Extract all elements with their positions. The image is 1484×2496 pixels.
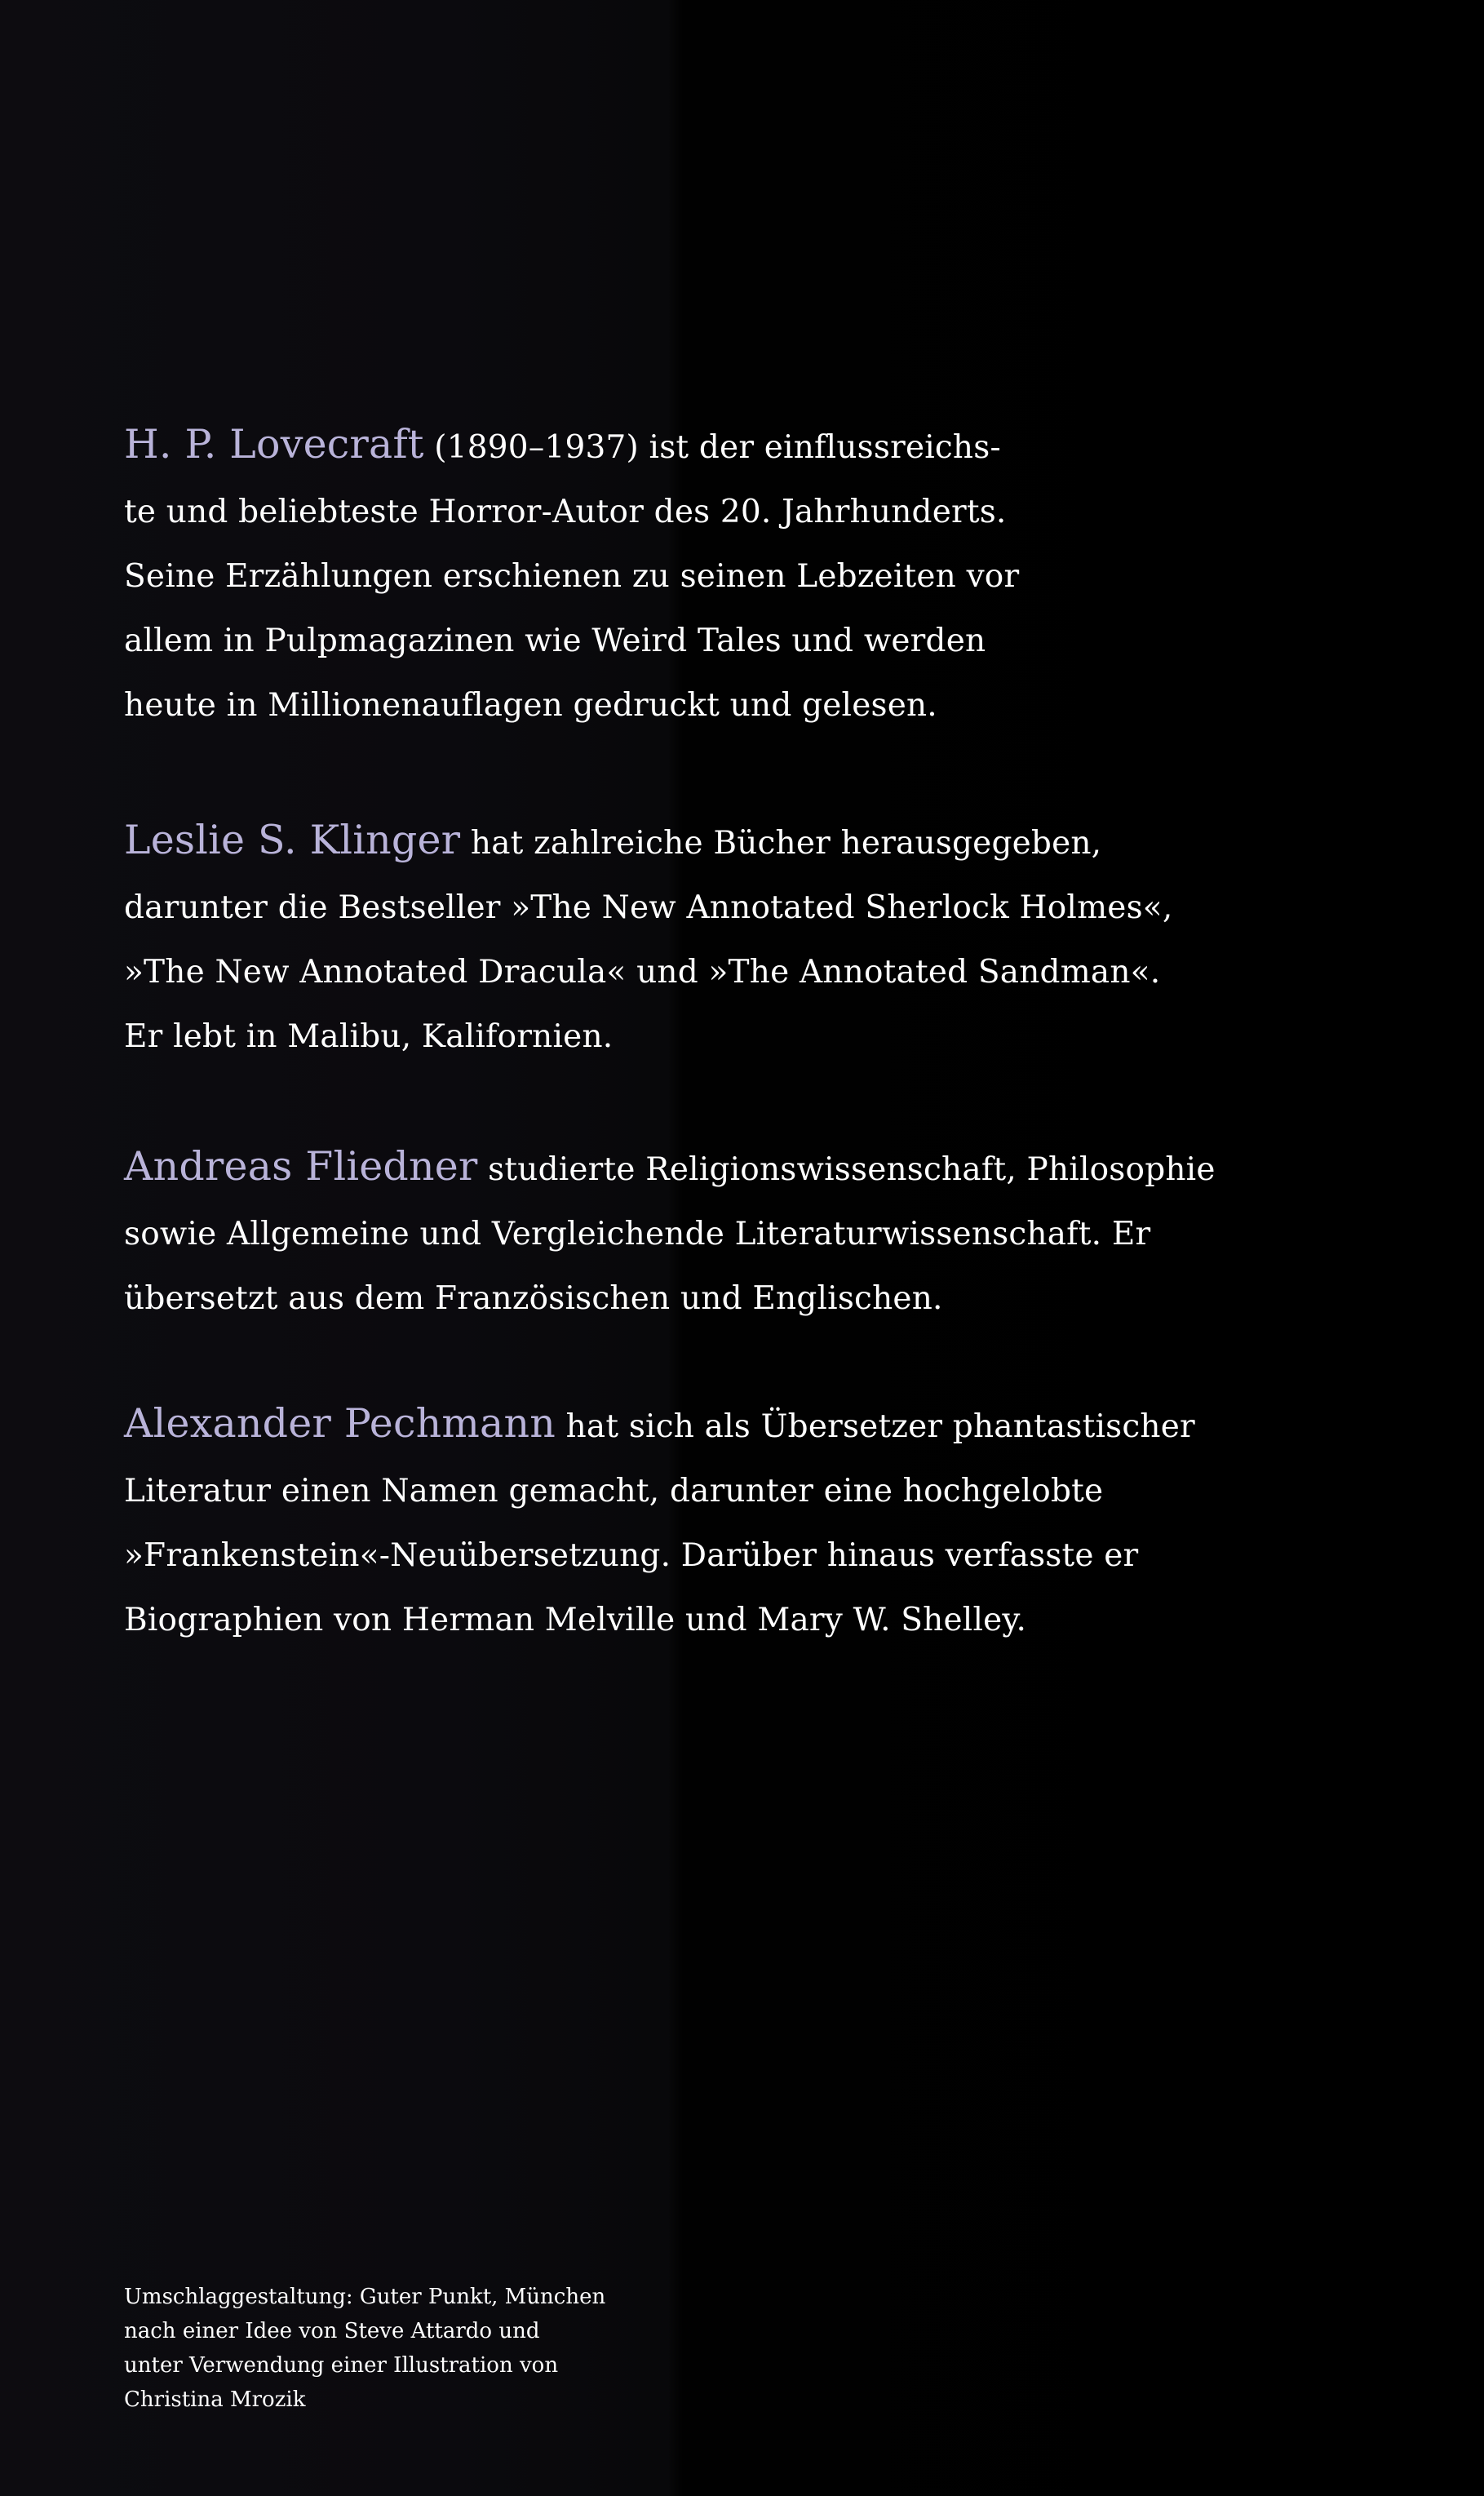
- bio-line: [124, 1134, 1216, 1202]
- bio-klinger: [124, 808, 1209, 1069]
- credit-line: Umschlaggestaltung: Guter Punkt, München: [124, 2285, 606, 2309]
- bio-line: darunter die Bestseller »The New Annotated Sherlock Holmes«,: [124, 889, 1173, 926]
- bio-line: sowie Allgemeine und Vergleichende Literaturwissenschaft. Er: [124, 1216, 1151, 1252]
- translator-name: Alexander Pechmann: [124, 1400, 556, 1447]
- bio-text: studierte Religionswissenschaft, Philosophie: [477, 1151, 1216, 1188]
- bio-text: (1890–1937) ist der einflussreichs-: [423, 429, 1001, 466]
- bio-fliedner: [124, 1134, 1216, 1331]
- bio-line: Literatur einen Namen gemacht, darunter eine hochgelobte: [124, 1473, 1104, 1510]
- bio-line: »Frankenstein«-Neuübersetzung. Darüber hinaus verfasste er: [124, 1537, 1139, 1574]
- translator-name: Andreas Fliedner: [124, 1143, 478, 1190]
- bio-line: te und beliebteste Horror-Autor des 20. Jahrhunderts.: [124, 494, 1007, 530]
- credit-line: Christina Mrozik: [124, 2387, 306, 2412]
- bio-line: heute in Millionenauflagen gedruckt und gelesen.: [124, 687, 937, 724]
- bio-text: hat sich als Übersetzer phantastischer: [556, 1408, 1195, 1445]
- bio-line: übersetzt aus dem Französischen und Englischen.: [124, 1280, 943, 1317]
- credit-line: nach einer Idee von Steve Attardo und: [124, 2319, 540, 2343]
- bio-line: [124, 412, 1209, 480]
- bio-line: [124, 808, 1209, 876]
- bio-line: Er lebt in Malibu, Kalifornien.: [124, 1018, 614, 1055]
- bio-pechmann: [124, 1391, 1209, 1652]
- bio-line: allem in Pulpmagazinen wie Weird Tales und werden: [124, 623, 986, 659]
- bio-text: hat zahlreiche Bücher herausgegeben,: [460, 825, 1102, 862]
- editor-name: Leslie S. Klinger: [124, 817, 461, 863]
- bio-line: Biographien von Herman Melville und Mary W. Shelley.: [124, 1602, 1027, 1638]
- bio-lovecraft: [124, 412, 1209, 738]
- cover-design-credit: [124, 2280, 695, 2417]
- bio-line: »The New Annotated Dracula« und »The Annotated Sandman«.: [124, 954, 1161, 991]
- author-name: H. P. Lovecraft: [124, 421, 424, 468]
- bio-line: Seine Erzählungen erschienen zu seinen Lebzeiten vor: [124, 558, 1020, 595]
- credit-line: unter Verwendung einer Illustration von: [124, 2353, 559, 2378]
- bio-line: [124, 1391, 1209, 1459]
